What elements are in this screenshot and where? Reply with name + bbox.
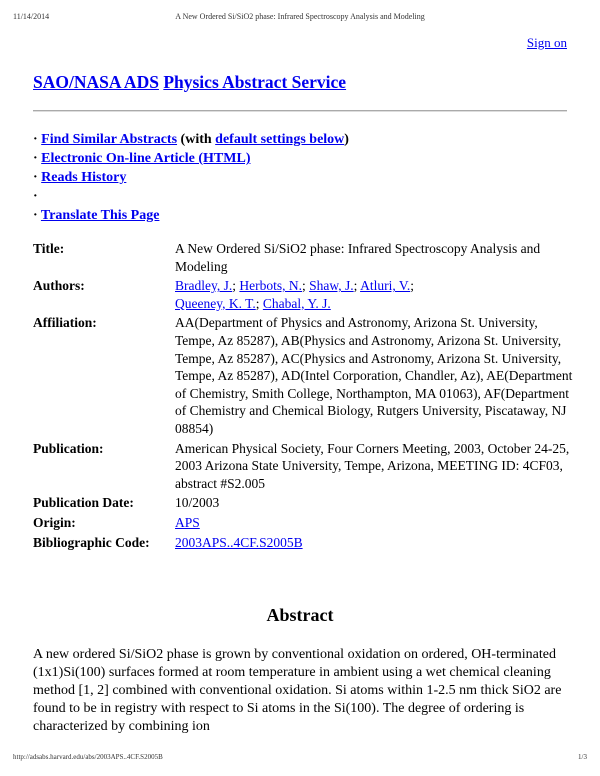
pubdate-value: 10/2003 <box>175 495 220 511</box>
close-paren: ) <box>344 132 349 147</box>
reads-row <box>33 168 349 187</box>
publication-label: Publication: <box>33 440 104 456</box>
electronic-article-link[interactable]: Electronic On-line Article (HTML) <box>41 151 251 166</box>
author-separator: ; <box>353 278 358 294</box>
article-row <box>33 149 349 168</box>
author-link[interactable]: Atluri, V. <box>360 278 411 294</box>
abstract-heading: Abstract <box>266 605 334 625</box>
bibcode-label: Bibliographic Code: <box>33 534 150 550</box>
publication-row <box>33 440 573 495</box>
bullet: · <box>33 151 38 166</box>
physics-service-link[interactable]: Physics Abstract Service <box>163 72 347 92</box>
bullet: · <box>33 132 38 147</box>
bullet: · <box>33 208 38 223</box>
service-title <box>33 72 346 93</box>
bullet: · <box>33 189 38 204</box>
bullet: · <box>33 170 38 185</box>
print-date: 11/14/2014 <box>13 12 50 21</box>
author-link[interactable]: Bradley, J. <box>175 278 233 294</box>
title-row <box>33 240 573 277</box>
title-label: Title: <box>33 241 65 256</box>
publication-value: American Physical Society, Four Corners Meeting, 2003, October 24-25, 2003 Arizona State University, Tempe, Arizona, MEETING ID: 4CF03, abstract #S2.005 <box>175 440 570 491</box>
affiliation-row <box>33 314 573 439</box>
print-url: http://adsabs.harvard.edu/abs/2003APS..4CF.S2005B <box>13 753 163 761</box>
title-value: A New Ordered Si/SiO2 phase: Infrared Spectroscopy Analysis and Modeling <box>175 241 541 274</box>
author-link[interactable]: Herbots, N. <box>239 278 303 294</box>
author-link[interactable]: Chabal, Y. J. <box>262 295 331 311</box>
author-separator: ; <box>302 278 306 294</box>
record-table <box>33 240 573 553</box>
origin-row <box>33 514 573 534</box>
find-similar-row <box>33 130 349 149</box>
pubdate-label: Publication Date: <box>33 495 134 511</box>
author-link[interactable]: Shaw, J. <box>309 278 354 294</box>
bibcode-value <box>175 534 573 554</box>
abstract-text: A new ordered Si/SiO2 phase is grown by conventional oxidation on ordered, OH-terminated (1x1)Si(100) surfaces formed at room temperature in ambient using a wet chemical cleaning method [1, 2] combined with conventional oxidation. Si atoms within 1-2.5 nm thick SiO2 are found to be in registry with respect to Si atoms in the Si(100). The degree of ordering is characterized by combining ion <box>33 647 562 734</box>
author-separator: ; <box>255 295 260 311</box>
authors-value <box>175 277 573 314</box>
print-title: A New Ordered Si/SiO2 phase: Infrared Spectroscopy Analysis and Modeling <box>175 12 425 21</box>
default-settings-link[interactable]: default settings below <box>215 132 345 147</box>
author-separator: ; <box>410 278 414 294</box>
ads-home-link[interactable]: SAO/NASA ADS <box>33 72 159 92</box>
translate-link[interactable]: Translate This Page <box>40 208 160 223</box>
author-separator: ; <box>232 278 237 294</box>
translate-row <box>33 206 349 225</box>
find-similar-link[interactable]: Find Similar Abstracts <box>41 132 178 147</box>
print-page: 1/3 <box>578 753 587 761</box>
reads-history-link[interactable]: Reads History <box>41 170 127 185</box>
with-text: (with <box>180 132 212 147</box>
action-links <box>33 130 349 225</box>
affiliation-label: Affiliation: <box>33 315 97 331</box>
authors-label: Authors: <box>33 278 85 294</box>
author-link[interactable]: Queeney, K. T. <box>175 295 256 311</box>
divider <box>33 110 567 112</box>
authors-row <box>33 277 573 314</box>
origin-value <box>175 514 573 534</box>
origin-label: Origin: <box>33 514 76 530</box>
sign-on-link[interactable]: Sign on <box>526 35 567 50</box>
bibcode-row <box>33 534 573 554</box>
origin-link[interactable]: APS <box>175 514 200 530</box>
empty-row <box>33 187 349 206</box>
pubdate-row <box>33 494 573 514</box>
bibcode-link[interactable]: 2003APS..4CF.S2005B <box>175 534 303 550</box>
affiliation-value: AA(Department of Physics and Astronomy, Arizona St. University, Tempe, Az 85287), AB(Physics and Astronomy, Arizona St. University, Tempe, Az 85287), AC(Physics and Astronomy, Arizona St. University, Tempe, Az 85287), AD(Intel Corporation, Chandler, Az), AE(Department of Chemistry, Smith College, Northampton, MA 01063), AF(Department of Chemistry and Chemical Biology, Rutgers University, Piscataway, NJ 08854) <box>175 315 573 436</box>
